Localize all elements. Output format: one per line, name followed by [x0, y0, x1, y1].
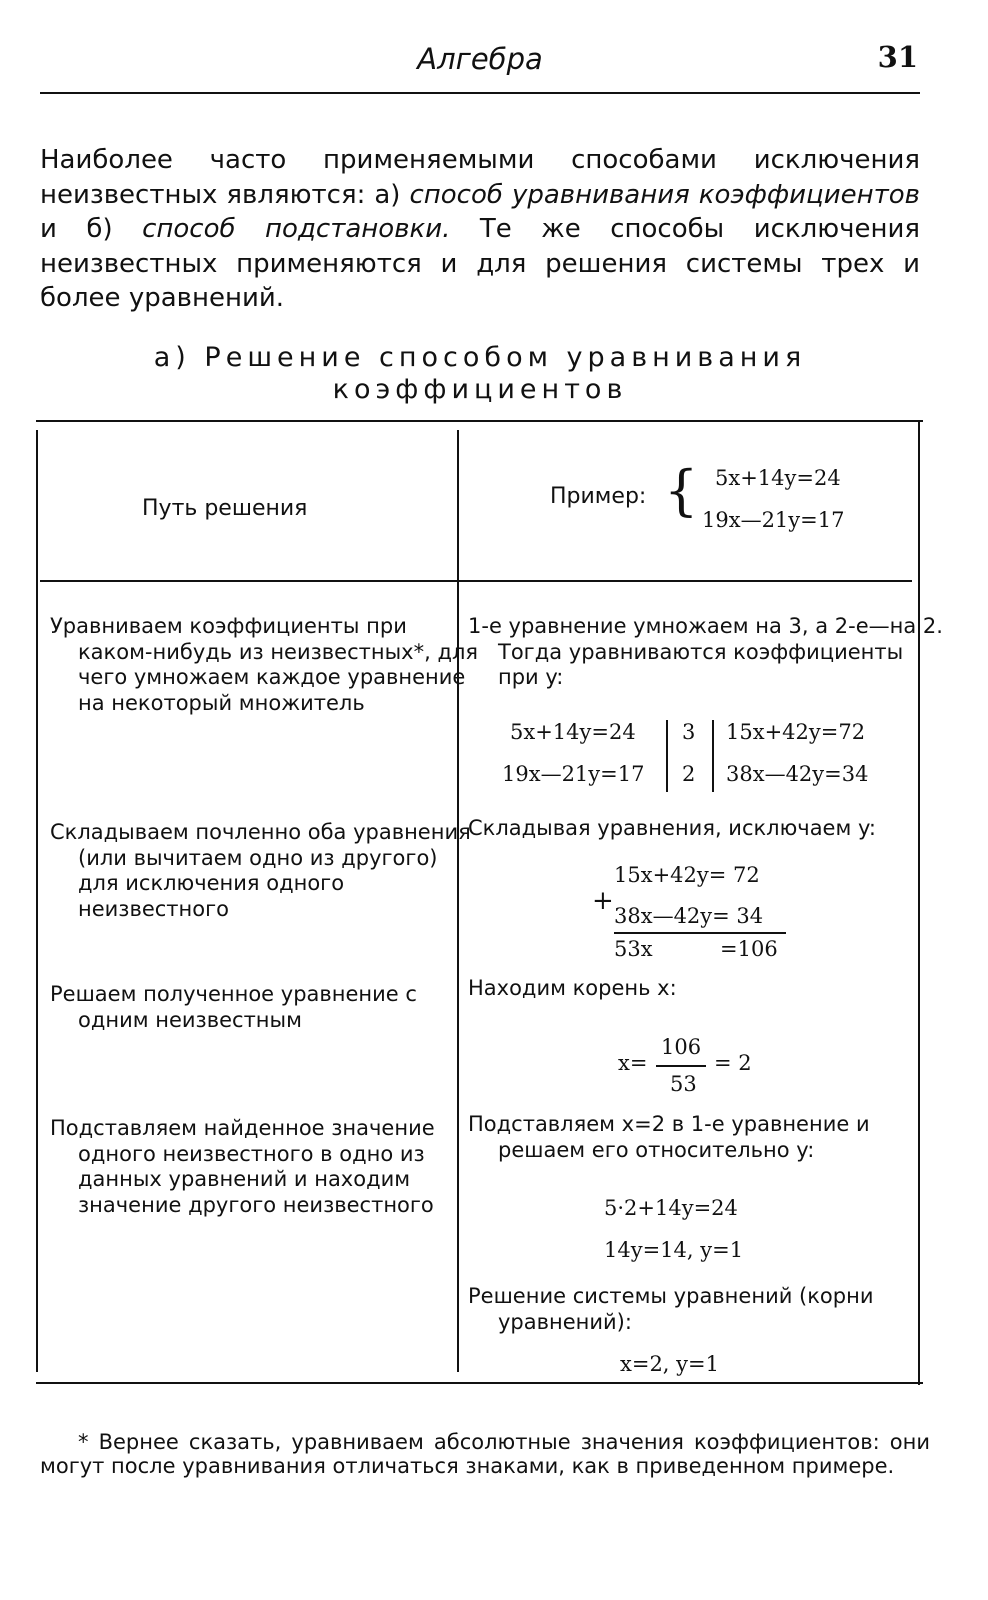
intro-text-3: Те же способы исключения неизвестных применяются и для решения системы трех и более уравнений.: [40, 214, 920, 313]
row2-sum-rule: [614, 932, 786, 934]
header-separator: [40, 580, 912, 582]
row2-sum-right: =106: [720, 937, 778, 961]
column-header-method: Путь решения: [142, 496, 308, 521]
row1-equation-1: 5x+14y=24: [510, 720, 636, 744]
row4-equation-1: 5·2+14y=24: [604, 1196, 738, 1220]
step-add-equations: Складываем почленно оба уравнения (или вычитаем одно из другого) для исключения одного неизвестного: [50, 820, 471, 921]
row3-rhs: = 2: [714, 1051, 752, 1075]
system-answer: x=2, y=1: [620, 1352, 719, 1376]
row3-explanation: Находим корень x:: [468, 976, 677, 1000]
intro-italic-2: способ подстановки.: [142, 214, 451, 244]
row1-explanation: 1-е уравнение умножаем на 3, а 2-е—на 2. Тогда уравниваются коэффициенты при y:: [468, 614, 943, 689]
row1-bar-right: [712, 720, 714, 792]
row1-multiplier-2: 2: [682, 762, 696, 786]
section-title: [40, 342, 920, 406]
row4-solution-label: Решение системы уравнений (корни уравнений):: [468, 1284, 874, 1334]
intro-italic-1: способ уравнивания коэффициентов: [409, 179, 920, 210]
step-substitute: Подставляем найденное значение одного неизвестного в одно из данных уравнений и находим значение другого неизвестного: [50, 1116, 435, 1217]
system-brace: {: [664, 459, 699, 522]
example-equation-2: 19x—21y=17: [702, 508, 845, 532]
row4-equation-2: 14y=14, y=1: [604, 1238, 744, 1262]
row1-equation-2: 19x—21y=17: [502, 762, 645, 786]
solution-table: [36, 420, 943, 1385]
footnote: * Вернее сказать, уравниваем абсолютные значения коэффициентов: они могут после уравнивания отличаться знаками, как в приведенном примере.: [40, 1430, 930, 1478]
row2-addend-1: 15x+42y= 72: [614, 863, 760, 887]
row3-numerator: 106: [661, 1035, 702, 1059]
row4-explanation: Подставляем x=2 в 1-е уравнение и решаем его относительно y:: [468, 1112, 870, 1162]
row1-multiplier-1: 3: [682, 720, 696, 744]
row2-plus-sign: +: [592, 886, 614, 916]
step-solve-single: Решаем полученное уравнение с одним неизвестным: [50, 982, 417, 1032]
row3-lhs: x=: [618, 1051, 648, 1075]
table-left-border: [36, 430, 38, 1372]
table-right-border: [918, 420, 920, 1385]
page-number: 31: [877, 40, 918, 74]
column-header-example-label: Пример:: [550, 484, 647, 509]
intro-paragraph: [40, 143, 920, 316]
running-title: Алгебра: [417, 42, 543, 76]
intro-text-2: и б): [40, 214, 143, 244]
example-equation-1: 5x+14y=24: [715, 466, 841, 490]
step-equalize-coefficients: Уравниваем коэффициенты при каком-нибудь из неизвестных*, для чего умножаем каждое уравнение на некоторый множитель: [50, 614, 479, 715]
table-top-border: [36, 420, 923, 422]
page-header: [40, 40, 920, 94]
row2-explanation: Складывая уравнения, исключаем y:: [468, 816, 876, 840]
row3-fraction-bar: [656, 1065, 706, 1067]
row2-addend-2: 38x—42y= 34: [614, 904, 764, 928]
section-title-line-1: а) Решение способом уравнивания: [153, 342, 807, 373]
row1-result-1: 15x+42y=72: [726, 720, 866, 744]
intro-text-1: Наиболее часто применяемыми способами исключения неизвестных являются: а): [40, 145, 920, 210]
row1-bar-left: [666, 720, 668, 792]
table-bottom-border: [36, 1382, 923, 1384]
section-title-line-2: коэффициентов: [332, 374, 628, 405]
row3-denominator: 53: [670, 1072, 697, 1096]
row1-result-2: 38x—42y=34: [726, 762, 869, 786]
row2-sum-left: 53x: [614, 937, 653, 961]
